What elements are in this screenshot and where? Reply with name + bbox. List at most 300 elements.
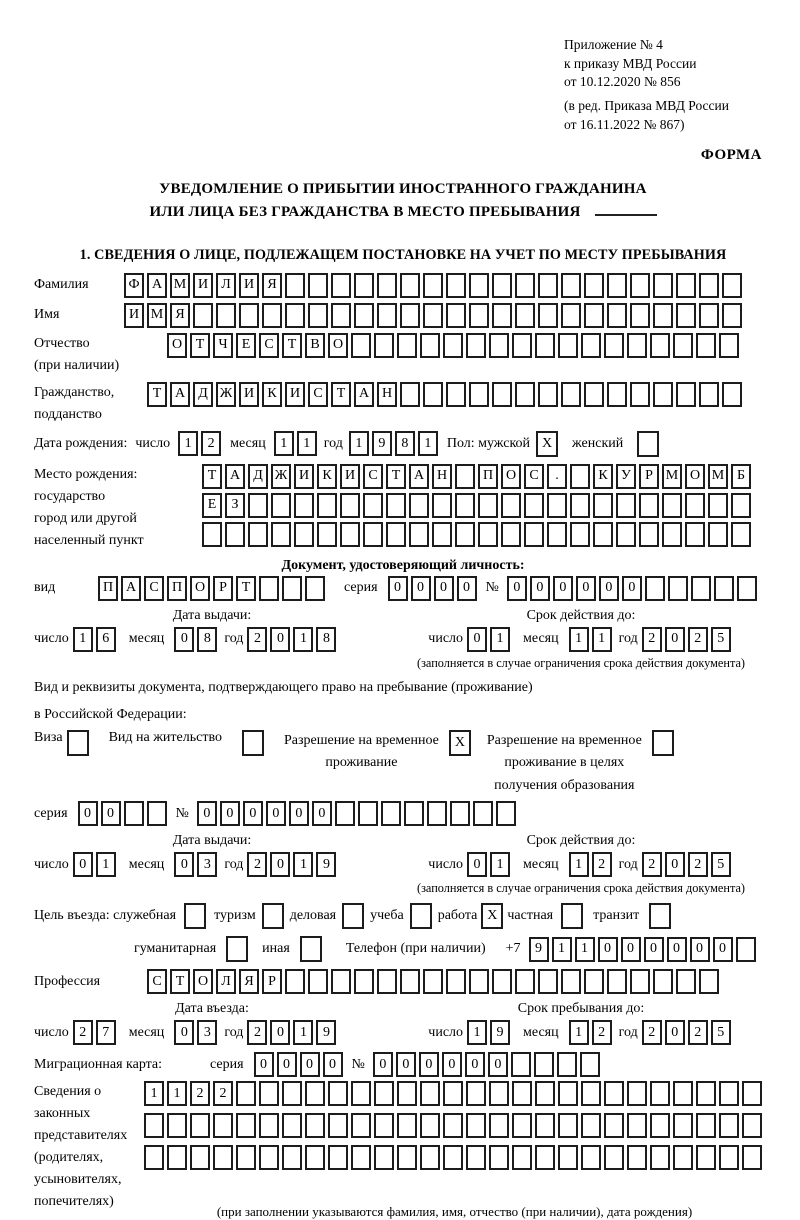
char-cell[interactable]: [381, 801, 401, 826]
char-cell[interactable]: 7: [96, 1020, 116, 1045]
birth-place-cells-row-3[interactable]: [202, 522, 754, 547]
char-cell[interactable]: [285, 273, 305, 298]
char-cell[interactable]: .: [547, 464, 567, 489]
char-cell[interactable]: [515, 273, 535, 298]
char-cell[interactable]: [501, 493, 521, 518]
birth-month-cells[interactable]: [274, 431, 320, 456]
char-cell[interactable]: [259, 1113, 279, 1138]
char-cell[interactable]: 0: [174, 627, 194, 652]
char-cell[interactable]: [515, 969, 535, 994]
char-cell[interactable]: 0: [530, 576, 550, 601]
char-cell[interactable]: Т: [236, 576, 256, 601]
birth-year-cells[interactable]: [349, 431, 441, 456]
char-cell[interactable]: 0: [101, 801, 121, 826]
char-cell[interactable]: [731, 493, 751, 518]
char-cell[interactable]: 1: [96, 852, 116, 877]
char-cell[interactable]: 0: [411, 576, 431, 601]
char-cell[interactable]: 0: [442, 1052, 462, 1077]
char-cell[interactable]: [538, 969, 558, 994]
char-cell[interactable]: 2: [190, 1081, 210, 1106]
char-cell[interactable]: [282, 1081, 302, 1106]
char-cell[interactable]: Т: [331, 382, 351, 407]
char-cell[interactable]: [604, 1145, 624, 1170]
char-cell[interactable]: З: [225, 493, 245, 518]
char-cell[interactable]: 0: [419, 1052, 439, 1077]
char-cell[interactable]: И: [285, 382, 305, 407]
char-cell[interactable]: [144, 1145, 164, 1170]
char-cell[interactable]: [676, 273, 696, 298]
char-cell[interactable]: 1: [569, 627, 589, 652]
legal-reps-cells-row-2[interactable]: [144, 1113, 765, 1138]
char-cell[interactable]: 1: [569, 852, 589, 877]
char-cell[interactable]: 9: [316, 852, 336, 877]
char-cell[interactable]: [328, 1145, 348, 1170]
char-cell[interactable]: [294, 522, 314, 547]
char-cell[interactable]: [427, 801, 447, 826]
char-cell[interactable]: [512, 1113, 532, 1138]
char-cell[interactable]: [650, 1145, 670, 1170]
char-cell[interactable]: [538, 273, 558, 298]
char-cell[interactable]: [584, 969, 604, 994]
char-cell[interactable]: [581, 333, 601, 358]
purpose-private-checkbox[interactable]: [561, 903, 583, 929]
char-cell[interactable]: [335, 801, 355, 826]
char-cell[interactable]: А: [121, 576, 141, 601]
char-cell[interactable]: [469, 303, 489, 328]
mig-series-cells[interactable]: [254, 1052, 346, 1077]
char-cell[interactable]: [216, 303, 236, 328]
char-cell[interactable]: У: [616, 464, 636, 489]
char-cell[interactable]: [420, 1145, 440, 1170]
char-cell[interactable]: [386, 493, 406, 518]
name-cells[interactable]: [124, 303, 745, 328]
char-cell[interactable]: [478, 493, 498, 518]
char-cell[interactable]: С: [363, 464, 383, 489]
char-cell[interactable]: 2: [688, 852, 708, 877]
char-cell[interactable]: [351, 333, 371, 358]
char-cell[interactable]: [696, 1145, 716, 1170]
char-cell[interactable]: А: [354, 382, 374, 407]
char-cell[interactable]: [580, 1052, 600, 1077]
char-cell[interactable]: [547, 493, 567, 518]
res-issue-month-cells[interactable]: [174, 852, 220, 877]
char-cell[interactable]: [653, 382, 673, 407]
char-cell[interactable]: О: [685, 464, 705, 489]
char-cell[interactable]: [144, 1113, 164, 1138]
char-cell[interactable]: [737, 576, 757, 601]
char-cell[interactable]: [653, 969, 673, 994]
char-cell[interactable]: К: [317, 464, 337, 489]
char-cell[interactable]: [538, 303, 558, 328]
char-cell[interactable]: Н: [377, 382, 397, 407]
char-cell[interactable]: [455, 464, 475, 489]
char-cell[interactable]: 2: [642, 627, 662, 652]
char-cell[interactable]: [374, 1081, 394, 1106]
char-cell[interactable]: Р: [262, 969, 282, 994]
char-cell[interactable]: 1: [293, 1020, 313, 1045]
char-cell[interactable]: [719, 1081, 739, 1106]
char-cell[interactable]: И: [193, 273, 213, 298]
stay-year-cells[interactable]: [642, 1020, 734, 1045]
char-cell[interactable]: [650, 333, 670, 358]
char-cell[interactable]: С: [144, 576, 164, 601]
char-cell[interactable]: [331, 969, 351, 994]
char-cell[interactable]: [259, 1081, 279, 1106]
char-cell[interactable]: 0: [78, 801, 98, 826]
char-cell[interactable]: 8: [316, 627, 336, 652]
char-cell[interactable]: [535, 333, 555, 358]
char-cell[interactable]: 0: [621, 937, 641, 962]
char-cell[interactable]: 1: [552, 937, 572, 962]
stay-month-cells[interactable]: [569, 1020, 615, 1045]
char-cell[interactable]: [317, 522, 337, 547]
char-cell[interactable]: [305, 1081, 325, 1106]
char-cell[interactable]: [676, 969, 696, 994]
char-cell[interactable]: [650, 1081, 670, 1106]
char-cell[interactable]: Б: [731, 464, 751, 489]
char-cell[interactable]: [685, 522, 705, 547]
char-cell[interactable]: [742, 1113, 762, 1138]
birth-place-cells-row-1[interactable]: [202, 464, 754, 489]
res-issue-day-cells[interactable]: [73, 852, 119, 877]
char-cell[interactable]: [570, 464, 590, 489]
char-cell[interactable]: [432, 522, 452, 547]
purpose-study-checkbox[interactable]: [410, 903, 432, 929]
char-cell[interactable]: [515, 303, 535, 328]
doc-valid-day-cells[interactable]: [467, 627, 513, 652]
char-cell[interactable]: 0: [467, 852, 487, 877]
char-cell[interactable]: [561, 382, 581, 407]
char-cell[interactable]: 0: [254, 1052, 274, 1077]
char-cell[interactable]: [535, 1081, 555, 1106]
char-cell[interactable]: [489, 333, 509, 358]
char-cell[interactable]: Р: [213, 576, 233, 601]
char-cell[interactable]: [363, 493, 383, 518]
doc-series-cells[interactable]: [388, 576, 480, 601]
char-cell[interactable]: 0: [73, 852, 93, 877]
char-cell[interactable]: [736, 937, 756, 962]
char-cell[interactable]: [708, 522, 728, 547]
char-cell[interactable]: [699, 273, 719, 298]
char-cell[interactable]: [423, 273, 443, 298]
char-cell[interactable]: [147, 801, 167, 826]
char-cell[interactable]: [450, 801, 470, 826]
char-cell[interactable]: 1: [73, 627, 93, 652]
char-cell[interactable]: [202, 522, 222, 547]
char-cell[interactable]: 1: [490, 852, 510, 877]
char-cell[interactable]: Ж: [271, 464, 291, 489]
char-cell[interactable]: [538, 382, 558, 407]
char-cell[interactable]: [305, 1113, 325, 1138]
char-cell[interactable]: [239, 303, 259, 328]
purpose-tourism-checkbox[interactable]: [262, 903, 284, 929]
char-cell[interactable]: [397, 1081, 417, 1106]
citizenship-cells[interactable]: [147, 382, 745, 407]
char-cell[interactable]: [699, 969, 719, 994]
char-cell[interactable]: [190, 1113, 210, 1138]
char-cell[interactable]: 0: [507, 576, 527, 601]
char-cell[interactable]: И: [239, 273, 259, 298]
char-cell[interactable]: [285, 969, 305, 994]
char-cell[interactable]: Е: [236, 333, 256, 358]
visa-checkbox[interactable]: [67, 730, 89, 756]
char-cell[interactable]: 0: [713, 937, 733, 962]
doc-number-cells[interactable]: [507, 576, 760, 601]
char-cell[interactable]: 1: [592, 627, 612, 652]
char-cell[interactable]: 2: [73, 1020, 93, 1045]
char-cell[interactable]: 0: [465, 1052, 485, 1077]
char-cell[interactable]: [282, 1113, 302, 1138]
char-cell[interactable]: [420, 1113, 440, 1138]
char-cell[interactable]: [190, 1145, 210, 1170]
char-cell[interactable]: [524, 493, 544, 518]
char-cell[interactable]: 6: [96, 627, 116, 652]
char-cell[interactable]: 1: [490, 627, 510, 652]
char-cell[interactable]: [616, 493, 636, 518]
char-cell[interactable]: 0: [312, 801, 332, 826]
char-cell[interactable]: [400, 273, 420, 298]
char-cell[interactable]: Е: [202, 493, 222, 518]
legal-reps-cells-row-3[interactable]: [144, 1145, 765, 1170]
char-cell[interactable]: Д: [248, 464, 268, 489]
char-cell[interactable]: К: [262, 382, 282, 407]
char-cell[interactable]: 1: [418, 431, 438, 456]
char-cell[interactable]: О: [501, 464, 521, 489]
char-cell[interactable]: [676, 382, 696, 407]
profession-cells[interactable]: [147, 969, 722, 994]
char-cell[interactable]: [423, 382, 443, 407]
char-cell[interactable]: С: [524, 464, 544, 489]
char-cell[interactable]: [377, 969, 397, 994]
char-cell[interactable]: А: [147, 273, 167, 298]
char-cell[interactable]: [714, 576, 734, 601]
char-cell[interactable]: [607, 303, 627, 328]
char-cell[interactable]: [673, 1145, 693, 1170]
doc-valid-month-cells[interactable]: [569, 627, 615, 652]
char-cell[interactable]: 0: [243, 801, 263, 826]
res-valid-day-cells[interactable]: [467, 852, 513, 877]
char-cell[interactable]: 2: [247, 627, 267, 652]
char-cell[interactable]: [673, 1081, 693, 1106]
char-cell[interactable]: 0: [665, 627, 685, 652]
char-cell[interactable]: [363, 522, 383, 547]
char-cell[interactable]: [584, 303, 604, 328]
char-cell[interactable]: П: [98, 576, 118, 601]
char-cell[interactable]: [377, 273, 397, 298]
char-cell[interactable]: А: [170, 382, 190, 407]
char-cell[interactable]: [236, 1113, 256, 1138]
char-cell[interactable]: [466, 1113, 486, 1138]
char-cell[interactable]: [374, 1145, 394, 1170]
char-cell[interactable]: С: [147, 969, 167, 994]
char-cell[interactable]: [400, 969, 420, 994]
char-cell[interactable]: [262, 303, 282, 328]
char-cell[interactable]: 0: [644, 937, 664, 962]
char-cell[interactable]: [443, 333, 463, 358]
char-cell[interactable]: [167, 1145, 187, 1170]
char-cell[interactable]: 0: [467, 627, 487, 652]
char-cell[interactable]: [305, 1145, 325, 1170]
char-cell[interactable]: [558, 333, 578, 358]
char-cell[interactable]: [340, 522, 360, 547]
char-cell[interactable]: [696, 333, 716, 358]
char-cell[interactable]: [317, 493, 337, 518]
char-cell[interactable]: [478, 522, 498, 547]
char-cell[interactable]: [535, 1113, 555, 1138]
char-cell[interactable]: [167, 1113, 187, 1138]
char-cell[interactable]: [627, 1145, 647, 1170]
char-cell[interactable]: М: [147, 303, 167, 328]
char-cell[interactable]: [397, 333, 417, 358]
entry-year-cells[interactable]: [247, 1020, 339, 1045]
char-cell[interactable]: [492, 303, 512, 328]
char-cell[interactable]: 5: [711, 852, 731, 877]
char-cell[interactable]: [443, 1081, 463, 1106]
char-cell[interactable]: [282, 1145, 302, 1170]
char-cell[interactable]: О: [328, 333, 348, 358]
char-cell[interactable]: 0: [300, 1052, 320, 1077]
char-cell[interactable]: [404, 801, 424, 826]
char-cell[interactable]: 2: [642, 1020, 662, 1045]
char-cell[interactable]: 0: [396, 1052, 416, 1077]
char-cell[interactable]: 1: [167, 1081, 187, 1106]
char-cell[interactable]: [374, 1113, 394, 1138]
char-cell[interactable]: 0: [270, 627, 290, 652]
char-cell[interactable]: [328, 1113, 348, 1138]
char-cell[interactable]: [466, 1145, 486, 1170]
legal-reps-cells-row-1[interactable]: [144, 1081, 765, 1106]
char-cell[interactable]: [630, 303, 650, 328]
char-cell[interactable]: [630, 382, 650, 407]
mig-number-cells[interactable]: [373, 1052, 603, 1077]
temp-residence-edu-checkbox[interactable]: [652, 730, 674, 756]
char-cell[interactable]: 2: [247, 1020, 267, 1045]
char-cell[interactable]: Ж: [216, 382, 236, 407]
doc-valid-year-cells[interactable]: [642, 627, 734, 652]
char-cell[interactable]: [722, 273, 742, 298]
char-cell[interactable]: [213, 1145, 233, 1170]
patronymic-cells[interactable]: [167, 333, 742, 358]
char-cell[interactable]: [512, 333, 532, 358]
char-cell[interactable]: 0: [266, 801, 286, 826]
char-cell[interactable]: [699, 382, 719, 407]
char-cell[interactable]: 1: [178, 431, 198, 456]
char-cell[interactable]: 9: [372, 431, 392, 456]
char-cell[interactable]: [668, 576, 688, 601]
char-cell[interactable]: [627, 333, 647, 358]
char-cell[interactable]: 2: [247, 852, 267, 877]
char-cell[interactable]: Д: [193, 382, 213, 407]
char-cell[interactable]: [722, 382, 742, 407]
char-cell[interactable]: 0: [174, 1020, 194, 1045]
char-cell[interactable]: Т: [282, 333, 302, 358]
char-cell[interactable]: [271, 493, 291, 518]
char-cell[interactable]: [397, 1113, 417, 1138]
purpose-work-checkbox[interactable]: X: [481, 903, 503, 929]
char-cell[interactable]: Я: [262, 273, 282, 298]
char-cell[interactable]: [685, 493, 705, 518]
char-cell[interactable]: [607, 969, 627, 994]
char-cell[interactable]: П: [478, 464, 498, 489]
char-cell[interactable]: О: [167, 333, 187, 358]
res-series-cells[interactable]: [78, 801, 170, 826]
char-cell[interactable]: И: [340, 464, 360, 489]
char-cell[interactable]: А: [409, 464, 429, 489]
char-cell[interactable]: 0: [667, 937, 687, 962]
char-cell[interactable]: [443, 1145, 463, 1170]
char-cell[interactable]: [492, 382, 512, 407]
char-cell[interactable]: [351, 1081, 371, 1106]
char-cell[interactable]: 0: [197, 801, 217, 826]
char-cell[interactable]: [285, 303, 305, 328]
char-cell[interactable]: [420, 1081, 440, 1106]
char-cell[interactable]: [512, 1081, 532, 1106]
char-cell[interactable]: [534, 1052, 554, 1077]
char-cell[interactable]: [512, 1145, 532, 1170]
char-cell[interactable]: [473, 801, 493, 826]
res-valid-month-cells[interactable]: [569, 852, 615, 877]
char-cell[interactable]: [561, 303, 581, 328]
char-cell[interactable]: [581, 1113, 601, 1138]
char-cell[interactable]: [557, 1052, 577, 1077]
char-cell[interactable]: Л: [216, 969, 236, 994]
char-cell[interactable]: 9: [490, 1020, 510, 1045]
doc-type-cells[interactable]: [98, 576, 328, 601]
char-cell[interactable]: 2: [213, 1081, 233, 1106]
birth-day-cells[interactable]: [178, 431, 224, 456]
char-cell[interactable]: [742, 1081, 762, 1106]
char-cell[interactable]: [492, 273, 512, 298]
char-cell[interactable]: 0: [553, 576, 573, 601]
char-cell[interactable]: [639, 493, 659, 518]
char-cell[interactable]: [455, 522, 475, 547]
purpose-business-checkbox[interactable]: [342, 903, 364, 929]
res-number-cells[interactable]: [197, 801, 519, 826]
char-cell[interactable]: [547, 522, 567, 547]
char-cell[interactable]: 1: [349, 431, 369, 456]
char-cell[interactable]: 0: [599, 576, 619, 601]
char-cell[interactable]: Я: [239, 969, 259, 994]
char-cell[interactable]: [501, 522, 521, 547]
char-cell[interactable]: 1: [293, 627, 313, 652]
char-cell[interactable]: [691, 576, 711, 601]
char-cell[interactable]: [236, 1145, 256, 1170]
char-cell[interactable]: [489, 1081, 509, 1106]
char-cell[interactable]: 1: [575, 937, 595, 962]
char-cell[interactable]: 0: [488, 1052, 508, 1077]
char-cell[interactable]: [386, 522, 406, 547]
char-cell[interactable]: [524, 522, 544, 547]
gender-female-checkbox[interactable]: [637, 431, 659, 457]
birth-place-cells-row-2[interactable]: [202, 493, 754, 518]
char-cell[interactable]: [446, 969, 466, 994]
char-cell[interactable]: [561, 969, 581, 994]
char-cell[interactable]: [515, 382, 535, 407]
char-cell[interactable]: [259, 1145, 279, 1170]
char-cell[interactable]: 0: [434, 576, 454, 601]
char-cell[interactable]: [607, 382, 627, 407]
char-cell[interactable]: О: [190, 576, 210, 601]
char-cell[interactable]: [742, 1145, 762, 1170]
char-cell[interactable]: [662, 493, 682, 518]
char-cell[interactable]: [374, 333, 394, 358]
doc-issue-month-cells[interactable]: [174, 627, 220, 652]
char-cell[interactable]: [653, 273, 673, 298]
char-cell[interactable]: [432, 493, 452, 518]
char-cell[interactable]: [409, 493, 429, 518]
char-cell[interactable]: [662, 522, 682, 547]
gender-male-checkbox[interactable]: X: [536, 431, 558, 457]
